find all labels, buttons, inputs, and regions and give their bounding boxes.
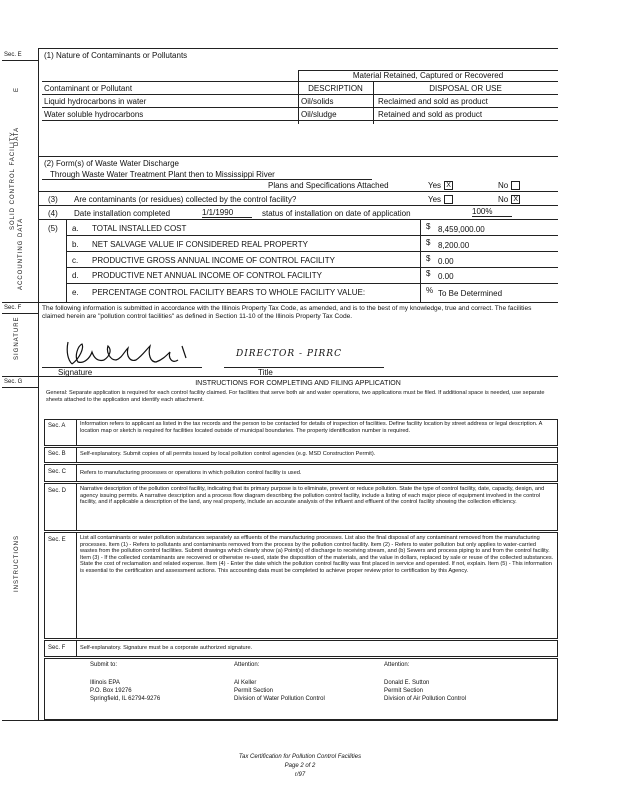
section-f-label: Sec. F: [4, 305, 22, 311]
submit-to-label: Submit to:: [90, 662, 118, 668]
acct-d-value[interactable]: 0.00: [438, 272, 454, 281]
acct-a-letter: a.: [72, 224, 79, 233]
row2-disposal: Retained and sold as product: [378, 110, 483, 119]
section-f-side-label: SIGNATURE: [14, 316, 20, 360]
instr-sec-a-text: Information refers to applicant as listed in the tax records and the person to be contacted for details of inspection of facilities. Define facility location by street address or legal description. A location map or sketch is required for facilities located outside of municipal boundaries. The property identification number is required.: [80, 421, 543, 434]
row1-description: Oil/solids: [301, 97, 334, 106]
section-e-side-label-data: DATA: [14, 126, 20, 146]
row1-disposal: Reclaimed and sold as product: [378, 97, 488, 106]
acct-b-letter: b.: [72, 240, 79, 249]
col-description-header: DESCRIPTION: [308, 84, 363, 93]
attention1-label: Attention:: [234, 662, 260, 668]
item2-value: Through Waste Water Treatment Plant then to Mississippi River: [50, 170, 275, 179]
acct-a-value[interactable]: 8,459,000.00: [438, 225, 485, 234]
section-e-side-label-accounting: ACCOUNTING DATA: [18, 217, 24, 290]
instr-sec-f-text: Self-explanatory. Signature must be a corporate authorized signature.: [80, 645, 253, 651]
acct-e-value[interactable]: To Be Determined: [438, 289, 503, 298]
item3-text: Are contaminants (or residues) collected by the control facility?: [74, 195, 297, 204]
acct-d-symbol: $: [426, 269, 431, 278]
attention2-label: Attention:: [384, 662, 410, 668]
col-contaminant-header: Contaminant or Pollutant: [44, 84, 133, 93]
footer-line1: Tax Certification for Pollution Control Facilities: [238, 754, 362, 760]
item4-text: Date installation completed: [74, 209, 171, 218]
submit-to-line2: P.O. Box 19276: [90, 688, 132, 694]
item4-number: (4): [48, 209, 58, 218]
instr-sec-b-text: Self-explanatory. Submit copies of all permits issued by local pollution control agencies (e.g. MSD Construction Permit).: [80, 451, 376, 457]
instructions-heading: INSTRUCTIONS FOR COMPLETING AND FILING APPLICATION: [195, 380, 401, 387]
instr-sec-d-label: Sec. D: [48, 488, 67, 494]
instr-sec-a-label: Sec. A: [48, 423, 66, 429]
acct-c-label: PRODUCTIVE GROSS ANNUAL INCOME OF CONTROL FACILITY: [92, 256, 335, 265]
plans-no-checkbox[interactable]: [511, 181, 520, 190]
item3-number: (3): [48, 195, 58, 204]
acct-c-value[interactable]: 0.00: [438, 257, 454, 266]
row1-contaminant: Liquid hydrocarbons in water: [44, 97, 147, 106]
section-e-side-label-top: E: [14, 86, 20, 92]
acct-b-label: NET SALVAGE VALUE IF CONSIDERED REAL PROPERTY: [92, 240, 308, 249]
section-g-label: Sec. G: [4, 379, 23, 385]
plans-yes-checkbox[interactable]: X: [444, 181, 453, 190]
section-e-title: (1) Nature of Contaminants or Pollutants: [44, 51, 188, 60]
section-e-label: Sec. E: [4, 52, 22, 58]
footer-line3: r/97: [294, 772, 306, 778]
title-label: Title: [258, 368, 273, 377]
acct-e-letter: e.: [72, 288, 79, 297]
signature-label: Signature: [58, 368, 93, 377]
plans-yes-label: Yes: [428, 181, 442, 190]
acct-d-label: PRODUCTIVE NET ANNUAL INCOME OF CONTROL FACILITY: [92, 271, 322, 280]
attention2-line2: Permit Section: [384, 688, 424, 694]
acct-c-symbol: $: [426, 254, 431, 263]
attention2-line1: Donald E. Sutton: [384, 680, 430, 686]
item3-yes-label: Yes: [428, 195, 442, 204]
item3-yes-checkbox[interactable]: [444, 195, 453, 204]
instr-sec-b-label: Sec. B: [48, 451, 66, 457]
submit-to-line3: Springfield, IL 62794-9276: [90, 696, 161, 702]
title-value: DIRECTOR - PIRRC: [236, 349, 342, 359]
signature-scribble: [62, 336, 192, 370]
acct-a-symbol: $: [426, 222, 431, 231]
instr-sec-c-label: Sec. C: [48, 469, 67, 475]
attention1-line3: Division of Water Pollution Control: [234, 696, 325, 702]
instr-sec-f-label: Sec. F: [48, 645, 66, 651]
item4-date[interactable]: 1/1/1990: [202, 208, 252, 218]
instr-sec-e-label: Sec. E: [48, 537, 66, 543]
submit-to-line1: Illinois EPA: [90, 680, 120, 686]
attention2-line3: Division of Air Pollution Control: [384, 696, 467, 702]
item3-no-checkbox[interactable]: X: [511, 195, 520, 204]
footer-line2: Page 2 of 2: [284, 763, 316, 769]
instructions-general: General: Separate application is required for each control facility claimed. For facilities that serve both air and water operations, two applications must be filed. If additional space is needed, use separate sheets attached to the application and identify each attachment.: [46, 390, 545, 403]
instr-sec-e-text: List all contaminants or water pollution substances separately as effluents of the manufacturing processes. List also the final disposal of any contaminant removed from the manufacturing processes. Item (1) - Refers to pollutants and contaminants removed from the process by the pollution control facility. Item (2) - Refers to water pollution but only applies to water-carried wastes from the pollution control facilities. Submit drawings which clearly show (a) Point(s) of discharge to receiving stream, and (b) Sewers and process piping to and from the control facility. Item (3) - If the collected contaminants are recovered or otherwise re-used, state the disposition of the materials, and the value in dollars, replaced by sale or reuse of the collected substances. State the cost of reclamation and related expense. Item (4) - Enter the date which the pollution control facility was first placed in service and operated. If not, explain. Item (5) - This information is essential to the certification and assessment actions. This accounting data must be completed to achieve proper review prior to certification by this Agency.: [80, 535, 554, 574]
section-g-side-label: INSTRUCTIONS: [14, 535, 20, 592]
acct-b-value[interactable]: 8,200.00: [438, 241, 470, 250]
acct-b-symbol: $: [426, 238, 431, 247]
material-header: Material Retained, Captured or Recovered: [352, 71, 504, 80]
plans-label: Plans and Specifications Attached: [268, 181, 389, 190]
instr-sec-c-text: Refers to manufacturing processes or operations in which pollution control facility is used.: [80, 470, 302, 476]
instr-sec-d-text: Narrative description of the pollution control facility, indicating that its primary purpose is to eliminate, prevent or reduce pollution. State the type of control facility, date, capacity, design, and agency issuing permits. A narrative description and a process flow diagram describing the pollution control facility, include a listing of each major piece of equipment involved in the control facility, and if applicable a description of the land, any real property, include an accurate analysis of the influent and effluent of the control facility showing the collection efficiency.: [80, 486, 545, 506]
acct-a-label: TOTAL INSTALLED COST: [92, 224, 187, 233]
acct-e-label: PERCENTAGE CONTROL FACILITY BEARS TO WHOLE FACILITY VALUE:: [92, 288, 366, 297]
item5-number: (5): [48, 224, 58, 233]
row2-contaminant: Water soluble hydrocarbons: [44, 110, 144, 119]
section-f-statement: The following information is submitted in accordance with the Illinois Property Tax Code, as amended, and is to the best of my knowledge, true and correct. The facilities claimed herein are "pollution control facilities" as defined in Section 11-10 of the Illinois Property Tax Code.: [42, 305, 532, 320]
plans-no-label: No: [498, 181, 509, 190]
item4-status-label: status of installation on date of application: [262, 209, 411, 218]
section-e-side-label-facility: SOLID CONTROL FACILITY: [10, 131, 16, 230]
attention1-line1: Al Keller: [234, 680, 257, 686]
item4-percent[interactable]: 100%: [472, 207, 512, 217]
acct-e-symbol: %: [426, 286, 434, 295]
row2-description: Oil/sludge: [301, 110, 337, 119]
item2-title: (2) Form(s) of Waste Water Discharge: [44, 159, 179, 168]
acct-d-letter: d.: [72, 271, 79, 280]
acct-c-letter: c.: [72, 256, 79, 265]
item3-no-label: No: [498, 195, 509, 204]
attention1-line2: Permit Section: [234, 688, 274, 694]
col-disposal-header: DISPOSAL OR USE: [429, 84, 502, 93]
